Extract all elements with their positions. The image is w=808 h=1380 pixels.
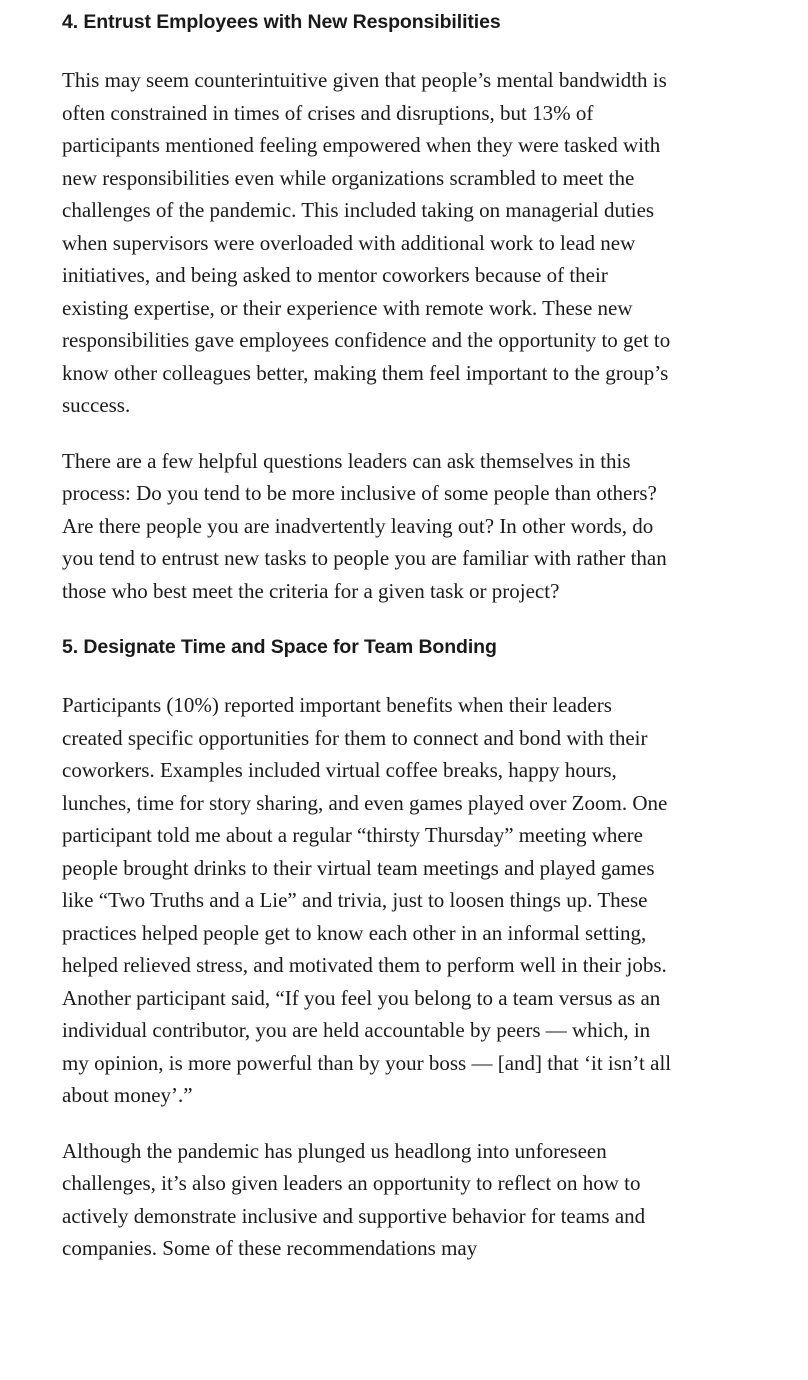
- section-heading-5: 5. Designate Time and Space for Team Bonding: [62, 636, 497, 658]
- article-body: [62, 0, 674, 1265]
- paragraph-new-responsibilities: This may seem counterintuitive given that people’s mental bandwidth is often constrained in times of crises and disruptions, but 13% of participants mentioned feeling empowered when they were tasked with new responsibilities even while organizations scrambled to meet the challenges of the pandemic. This included taking on managerial duties when supervisors were overloaded with additional work to lead new initiatives, and being asked to mentor coworkers because of their existing expertise, or their experience with remote work. These new responsibilities gave employees confidence and the opportunity to get to know other colleagues better, making them feel important to the group’s success.: [62, 68, 671, 417]
- paragraph-team-bonding: Participants (10%) reported important benefits when their leaders created specific opportunities for them to connect and bond with their coworkers. Examples included virtual coffee breaks, happy hours, lunches, time for story sharing, and even games played over Zoom. One participant told me about a regular “thirsty Thursday” meeting where people brought drinks to their virtual team meetings and played games like “Two Truths and a Lie” and trivia, just to loosen things up. These practices helped people get to know each other in an informal setting, helped relieved stress, and motivated them to perform well in their jobs. Another participant said, “If you feel you belong to a team versus as an individual contributor, you are held accountable by peers — which, in my opinion, is more powerful than by your boss — [and] that ‘it isn’t all about money’.”: [62, 693, 672, 1107]
- paragraph-helpful-questions: There are a few helpful questions leaders can ask themselves in this process: Do you tend to be more inclusive of some people than others? Are there people you are inadvertently leaving out? In other words, do you tend to entrust new tasks to people you are familiar with rather than those who best meet the criteria for a given task or project?: [62, 448, 667, 603]
- section-heading-4: 4. Entrust Employees with New Responsibilities: [62, 11, 501, 33]
- paragraph-conclusion: Although the pandemic has plunged us headlong into unforeseen challenges, it’s also given leaders an opportunity to reflect on how to actively demonstrate inclusive and supportive behavior for teams and companies. Some of these recommendations may: [62, 1138, 646, 1260]
